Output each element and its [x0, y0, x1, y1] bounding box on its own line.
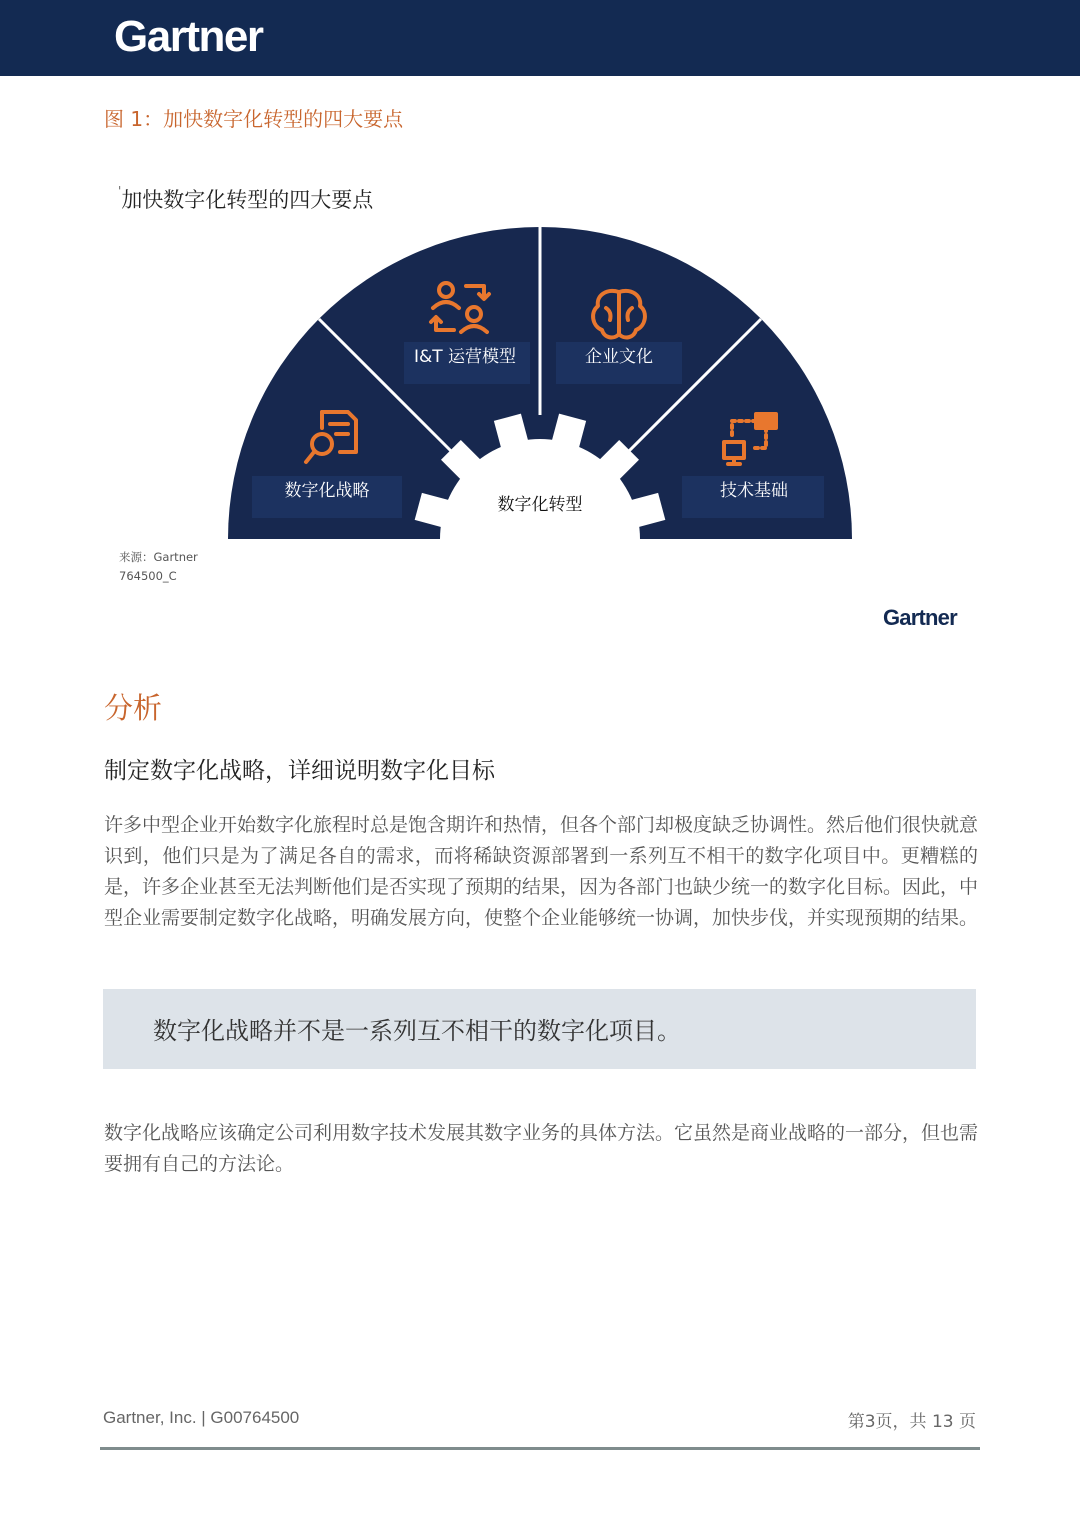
segment-label-culture: 企业文化 — [585, 347, 653, 367]
footer-divider — [100, 1447, 980, 1450]
figure-caption: 图 1：加快数字化转型的四大要点 — [104, 107, 404, 131]
footer-doc-id: Gartner, Inc. | G00764500 — [103, 1408, 300, 1427]
segment-label-strategy: 数字化战略 — [284, 481, 370, 501]
figure-title-text: 加快数字化转型的四大要点 — [121, 188, 374, 212]
figure-title: '加快数字化转型的四大要点 — [118, 184, 374, 212]
digital-transformation-diagram — [0, 0, 1080, 600]
figure-id: 764500_C — [119, 569, 177, 583]
gartner-logo: Gartner — [114, 12, 263, 61]
sub-title: 制定数字化战略，详细说明数字化目标 — [104, 758, 495, 784]
paragraph-1: 许多中型企业开始数字化旅程时总是饱含期许和热情，但各个部门却极度缺乏协调性。然后他们很快就意识到，他们只是为了满足各自的需求，而将稀缺资源部署到一系列互不相干的数字化项目中。更糟糕的是，许多企业甚至无法判断他们是否实现了预期的结果，因为各部门也缺少统一的数字化目标。因此，中型企业需要制定数字化战略，明确发展方向，使整个企业能够统一协调，加快步伐，并实现预期的结果。 — [104, 814, 979, 929]
segment-label-foundation: 技术基础 — [720, 481, 788, 501]
figure-source — [119, 548, 198, 586]
source-text: 来源：Gartner — [119, 550, 198, 564]
gartner-logo-small: Gartner — [883, 605, 957, 630]
paragraph-2: 数字化战略应该确定公司利用数字技术发展其数字业务的具体方法。它虽然是商业战略的一部分，但也需要拥有自己的方法论。 — [104, 1122, 979, 1175]
center-label: 数字化转型 — [497, 495, 583, 515]
callout-box — [103, 989, 976, 1069]
section-title: 分析 — [104, 691, 163, 725]
footer-page-number: 第3页，共 13 页 — [847, 1412, 976, 1432]
callout-text: 数字化战略并不是一系列互不相干的数字化项目。 — [153, 1017, 681, 1045]
segment-label-operating-model: I&T 运营模型 — [413, 347, 517, 367]
